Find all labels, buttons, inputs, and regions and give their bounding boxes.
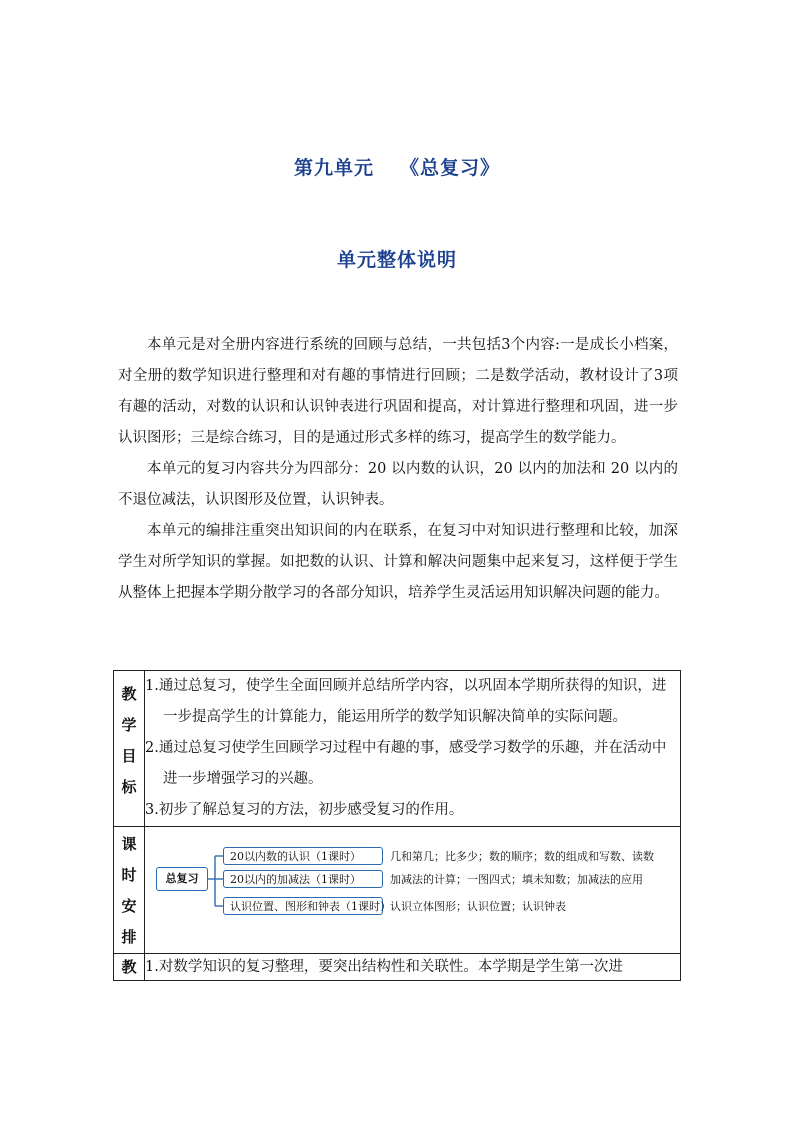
teaching-plan-table bbox=[113, 670, 681, 981]
diagram-branch: 20以内数的认识（1课时） bbox=[223, 847, 383, 865]
goals-row bbox=[114, 671, 681, 827]
unit-label: 第九单元 bbox=[293, 157, 374, 179]
goals-header bbox=[114, 671, 145, 827]
goals-content bbox=[145, 671, 681, 827]
unit-name: 《总复习》 bbox=[400, 157, 501, 179]
goal-item: 1.通过总复习，使学生全面回顾并总结所学内容，以巩固本学期所获得的知识，进一步提高学生的计算能力，能运用所学的数学知识解决简单的实际问题。 bbox=[145, 678, 667, 725]
goal-item: 3.初步了解总复习的方法，初步感受复习的作用。 bbox=[145, 802, 464, 818]
page-title bbox=[0, 153, 794, 180]
methods-header bbox=[114, 954, 145, 981]
section-title: 单元整体说明 bbox=[336, 249, 457, 271]
diagram-branch: 认识位置、图形和钟表（1课时） bbox=[223, 897, 383, 915]
methods-content: 1.对数学知识的复习整理，要突出结构性和关联性。本学期是学生第一次进 bbox=[145, 954, 681, 981]
header-char: 教 bbox=[121, 685, 137, 703]
methods-row bbox=[114, 954, 681, 981]
header-char: 学 bbox=[121, 716, 137, 734]
paragraph: 本单元是对全册内容进行系统的回顾与总结，一共包括3个内容:一是成长小档案，对全册的数学知识进行整理和对有趣的事情进行回顾；二是数学活动，教材设计了3项有趣的活动，对数的认识和认识钟表进行巩固和提高，对计算进行整理和巩固，进一步认识图形；三是综合练习，目的是通过形式多样的练习，提高学生的数学能力。 bbox=[118, 337, 678, 446]
header-char: 安 bbox=[121, 897, 137, 915]
header-char: 时 bbox=[121, 866, 137, 884]
branch-note: 认识立体图形；认识位置；认识钟表 bbox=[390, 900, 566, 913]
review-diagram bbox=[145, 827, 680, 952]
schedule-row bbox=[114, 827, 681, 954]
branch-note: 几和第几；比多少；数的顺序；数的组成和写数、读数 bbox=[390, 850, 654, 863]
branch-note: 加减法的计算；一图四式；填未知数；加减法的应用 bbox=[390, 873, 643, 886]
header-char: 排 bbox=[121, 928, 137, 946]
diagram-branch: 20以内的加减法（1课时） bbox=[223, 870, 383, 888]
schedule-content bbox=[145, 827, 681, 954]
header-char: 目 bbox=[121, 747, 137, 765]
header-char: 课 bbox=[121, 835, 137, 853]
paragraph: 本单元的编排注重突出知识间的内在联系，在复习中对知识进行整理和比较，加深学生对所学知识的掌握。如把数的认识、计算和解决问题集中起来复习，这样便于学生从整体上把握本学期分散学习的各部分知识，培养学生灵活运用知识解决问题的能力。 bbox=[118, 523, 678, 601]
goal-item: 2.通过总复习使学生回顾学习过程中有趣的事，感受学习数学的乐趣，并在活动中进一步增强学习的兴趣。 bbox=[145, 740, 667, 787]
header-char: 标 bbox=[121, 778, 137, 796]
header-char: 教 bbox=[121, 958, 137, 976]
diagram-connectors bbox=[145, 827, 681, 952]
diagram-root: 总复习 bbox=[156, 867, 208, 891]
intro-text bbox=[118, 330, 678, 609]
paragraph: 本单元的复习内容共分为四部分：20 以内数的认识，20 以内的加法和 20 以内的不退位减法，认识图形及位置，认识钟表。 bbox=[118, 461, 678, 508]
schedule-header bbox=[114, 827, 145, 954]
